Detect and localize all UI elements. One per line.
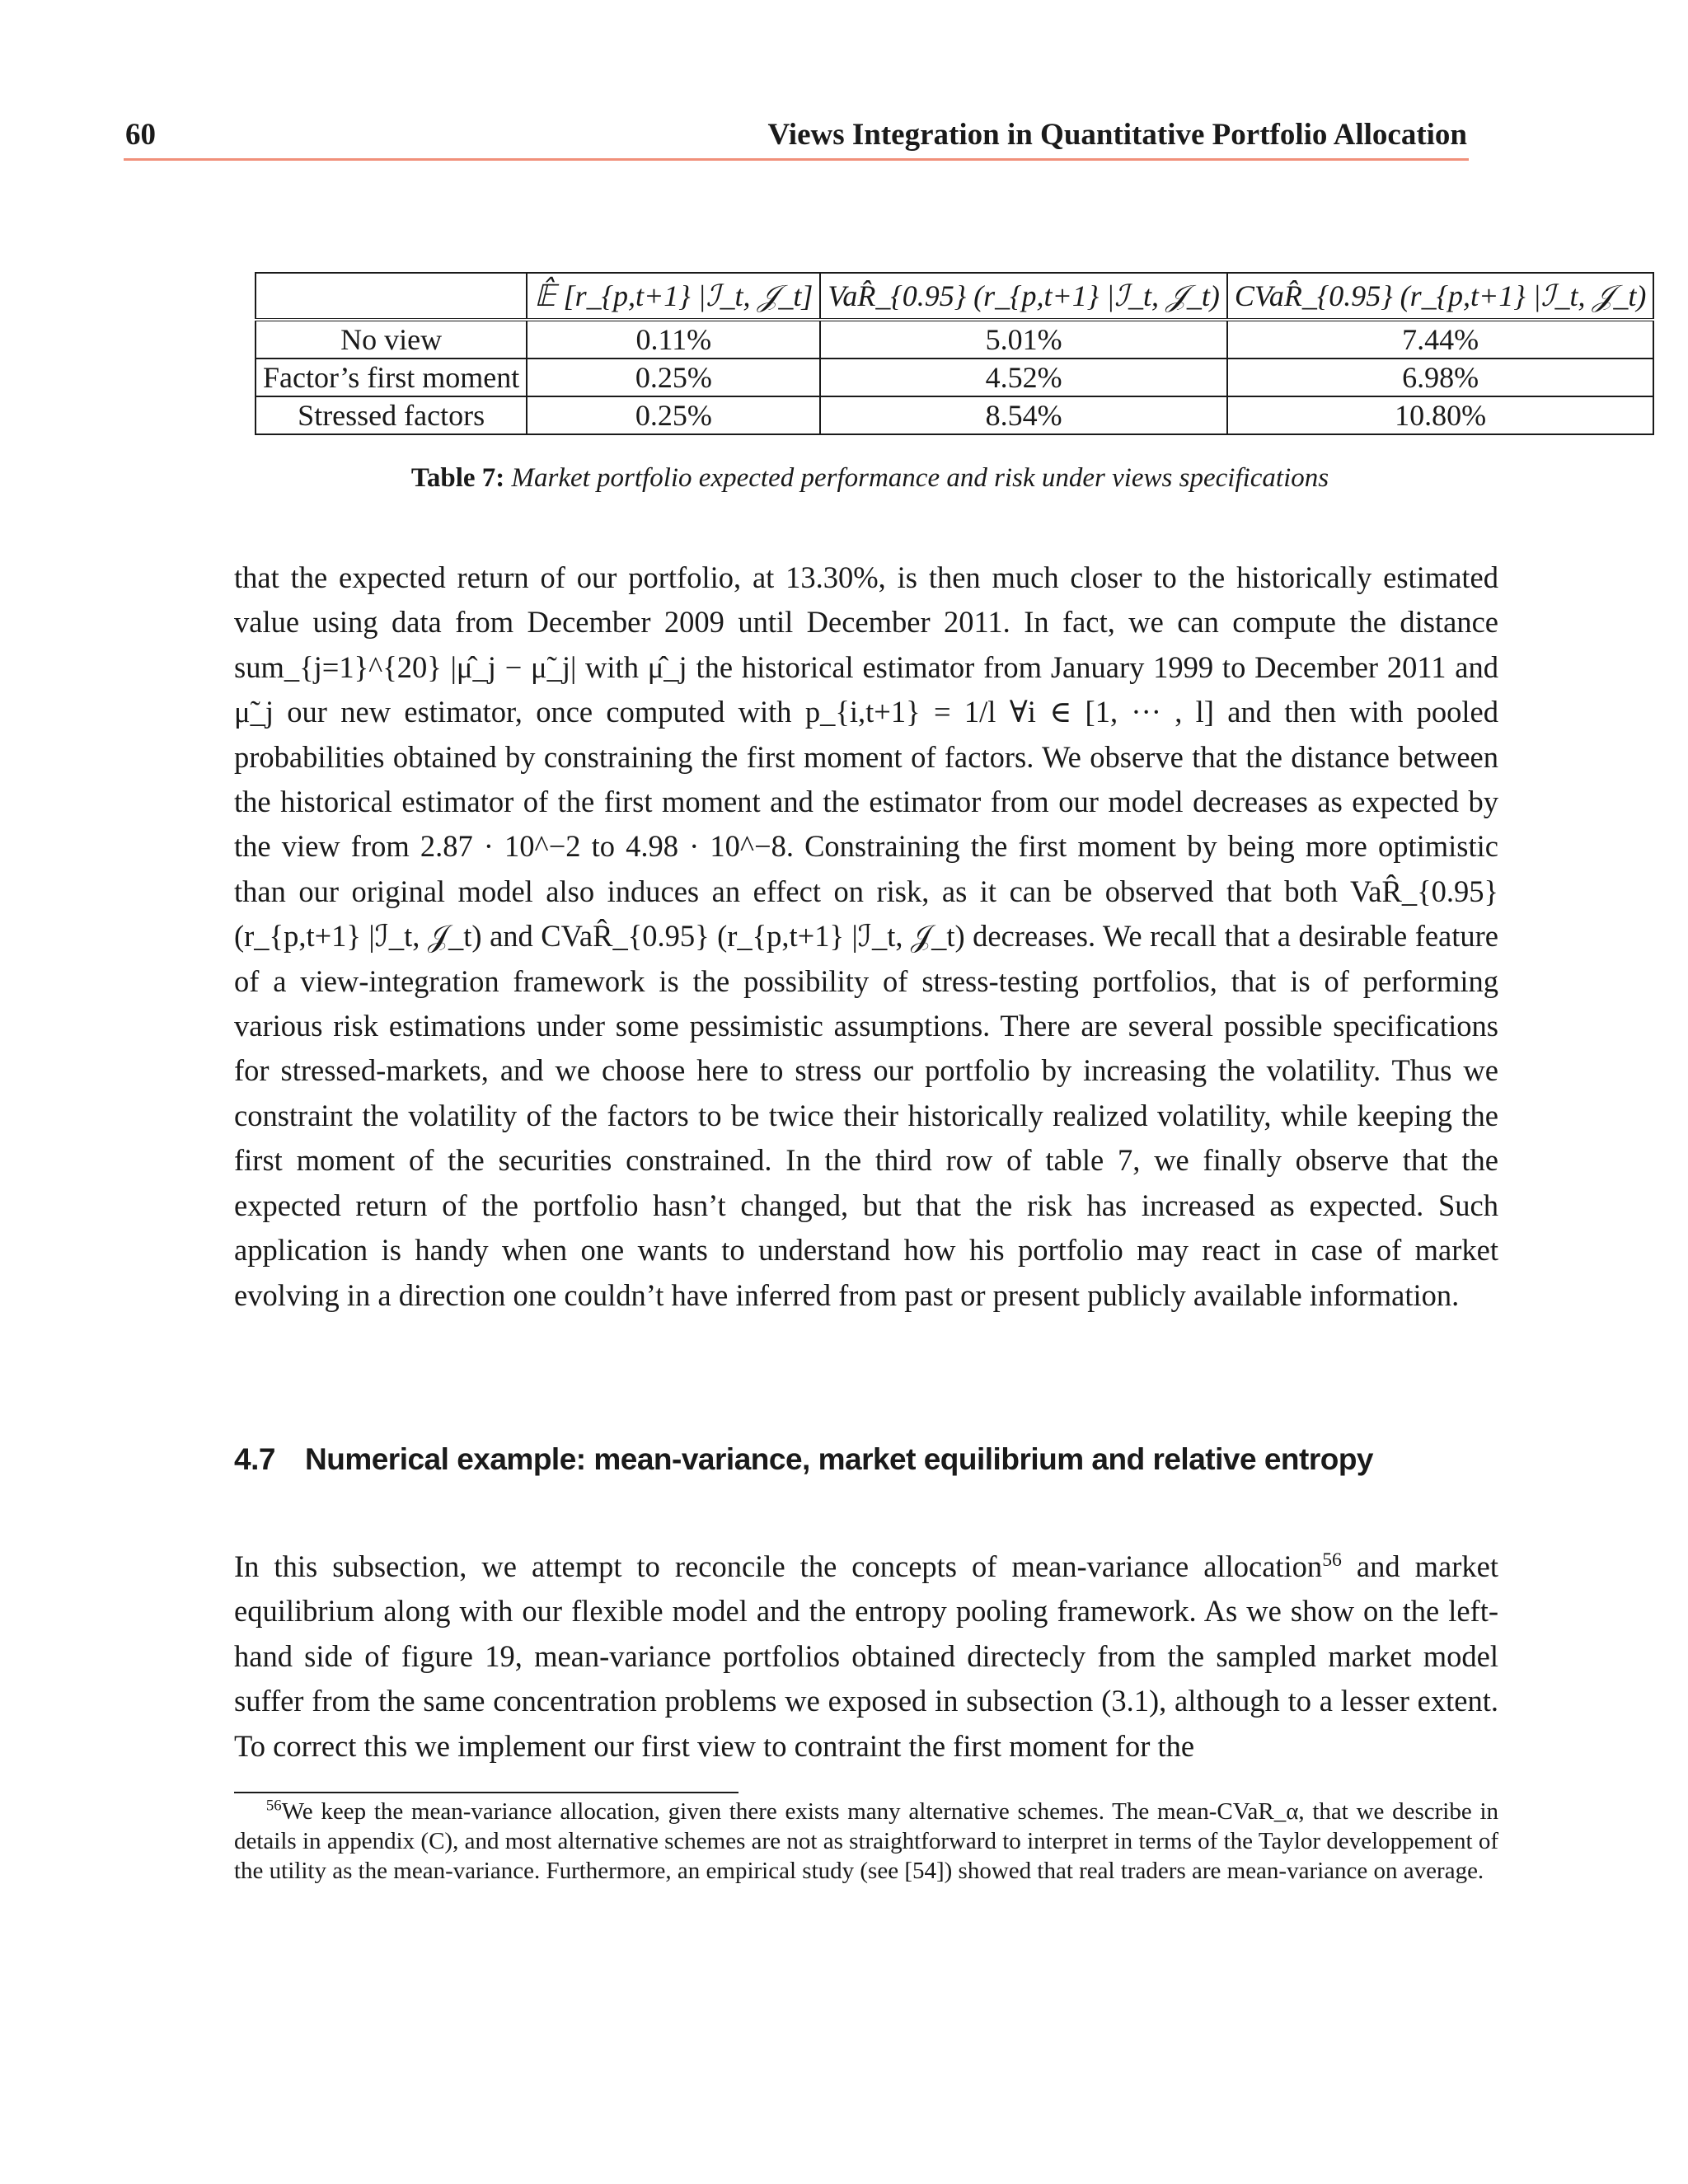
table-cell: 10.80% xyxy=(1227,396,1654,434)
table-row xyxy=(256,359,1653,396)
row-label: Stressed factors xyxy=(256,396,527,434)
table-cell: 0.11% xyxy=(527,320,820,359)
table-caption xyxy=(255,463,1485,494)
row-label: Factor’s first moment xyxy=(256,359,527,396)
section-number: 4.7 xyxy=(234,1442,275,1476)
section-heading xyxy=(234,1442,1373,1477)
table-header-cell: VaR̂_{0.95} (r_{p,t+1} |ℐ_t, 𝒥_t) xyxy=(820,273,1227,320)
table-header-cell: CVaR̂_{0.95} (r_{p,t+1} |ℐ_t, 𝒥_t) xyxy=(1227,273,1654,320)
table-row xyxy=(256,320,1653,359)
table-row xyxy=(256,396,1653,434)
table-header-row xyxy=(256,273,1653,320)
table-cell: 8.54% xyxy=(820,396,1227,434)
footnote-mark: 56 xyxy=(265,1797,282,1815)
row-label: No view xyxy=(256,320,527,359)
paragraph-text: and market equilibrium along with our flexible model and the entropy pooling framework. As we show on the left-hand side of figure 19, mean-variance portfolios obtained directecly from the sampled market model suffer from the same concentration problems we exposed in subsection (3.1), although to a lesser extent. To correct this we implement our first view to contraint the first moment for the xyxy=(234,1549,1498,1763)
results-table xyxy=(255,272,1647,435)
page-header xyxy=(124,114,1469,161)
paragraph-text: In this subsection, we attempt to reconcile the concepts of mean-variance allocation xyxy=(234,1549,1323,1583)
footnote-reference[interactable]: 56 xyxy=(1322,1549,1342,1571)
table-cell: 7.44% xyxy=(1227,320,1654,359)
caption-label: Table 7: xyxy=(410,463,505,493)
table-cell: 0.25% xyxy=(527,396,820,434)
table-cell: 0.25% xyxy=(527,359,820,396)
body-paragraph xyxy=(234,1544,1498,1769)
table-header-cell xyxy=(256,273,527,320)
footnote-divider xyxy=(234,1792,738,1793)
footnote-text: We keep the mean-variance allocation, given there exists many alternative schemes. The mean-CVaR_α, that we describe in details in appendix (C), and most alternative schemes are not as straightforward to interpret in terms of the Taylor developpement of the utility as the mean-variance. Furthermore, an empirical study (see [54]) showed that real traders are mean-variance on average. xyxy=(234,1798,1498,1884)
section-title: Numerical example: mean-variance, market equilibrium and relative entropy xyxy=(305,1442,1374,1476)
table-header-cell: 𝔼̂ [r_{p,t+1} |ℐ_t, 𝒥_t] xyxy=(527,273,820,320)
page-number: 60 xyxy=(125,118,156,152)
table-cell: 4.52% xyxy=(820,359,1227,396)
table-cell: 6.98% xyxy=(1227,359,1654,396)
body-paragraph: that the expected return of our portfolio, at 13.30%, is then much closer to the historically estimated value using data from December 2009 until December 2011. In fact, we can compute the distance sum_{j=1}^{20} |μ̂_j − μ̃_j| with μ̂_j the historical estimator from January 1999 to December 2011 and μ̃_j our new estimator, once computed with p_{i,t+1} = 1/l ∀i ∈ [1, ··· , l] and then with pooled probabilities obtained by constraining the first moment of factors. We observe that the distance between the historical estimator of the first moment and the estimator from our model decreases as expected by the view from 2.87 · 10^−2 to 4.98 · 10^−8. Constraining the first moment by being more optimistic than our original model also induces an effect on risk, as it can be observed that both VaR̂_{0.95} (r_{p,t+1} |ℐ_t, 𝒥_t) and CVaR̂_{0.95} (r_{p,t+1} |ℐ_t, 𝒥_t) decreases. We recall that a desirable feature of a view-integration framework is the possibility of stress-testing portfolios, that is of performing various risk estimations under some pessimistic assumptions. There are several possible specifications for stressed-markets, and we choose here to stress our portfolio by increasing the volatility. Thus we constraint the volatility of the factors to be twice their historically realized volatility, while keeping the first moment of the securities constrained. In the third row of table 7, we finally observe that the expected return of the portfolio hasn’t changed, but that the risk has increased as expected. Such application is handy when one wants to understand how his portfolio may react in case of market evolving in a direction one couldn’t have inferred from past or present publicly available information. xyxy=(234,560,1498,1312)
table-cell: 5.01% xyxy=(820,320,1227,359)
running-title: Views Integration in Quantitative Portfolio Allocation xyxy=(767,118,1467,152)
footnote xyxy=(234,1797,1498,1886)
caption-text: Market portfolio expected performance and risk under views specifications xyxy=(511,463,1329,493)
